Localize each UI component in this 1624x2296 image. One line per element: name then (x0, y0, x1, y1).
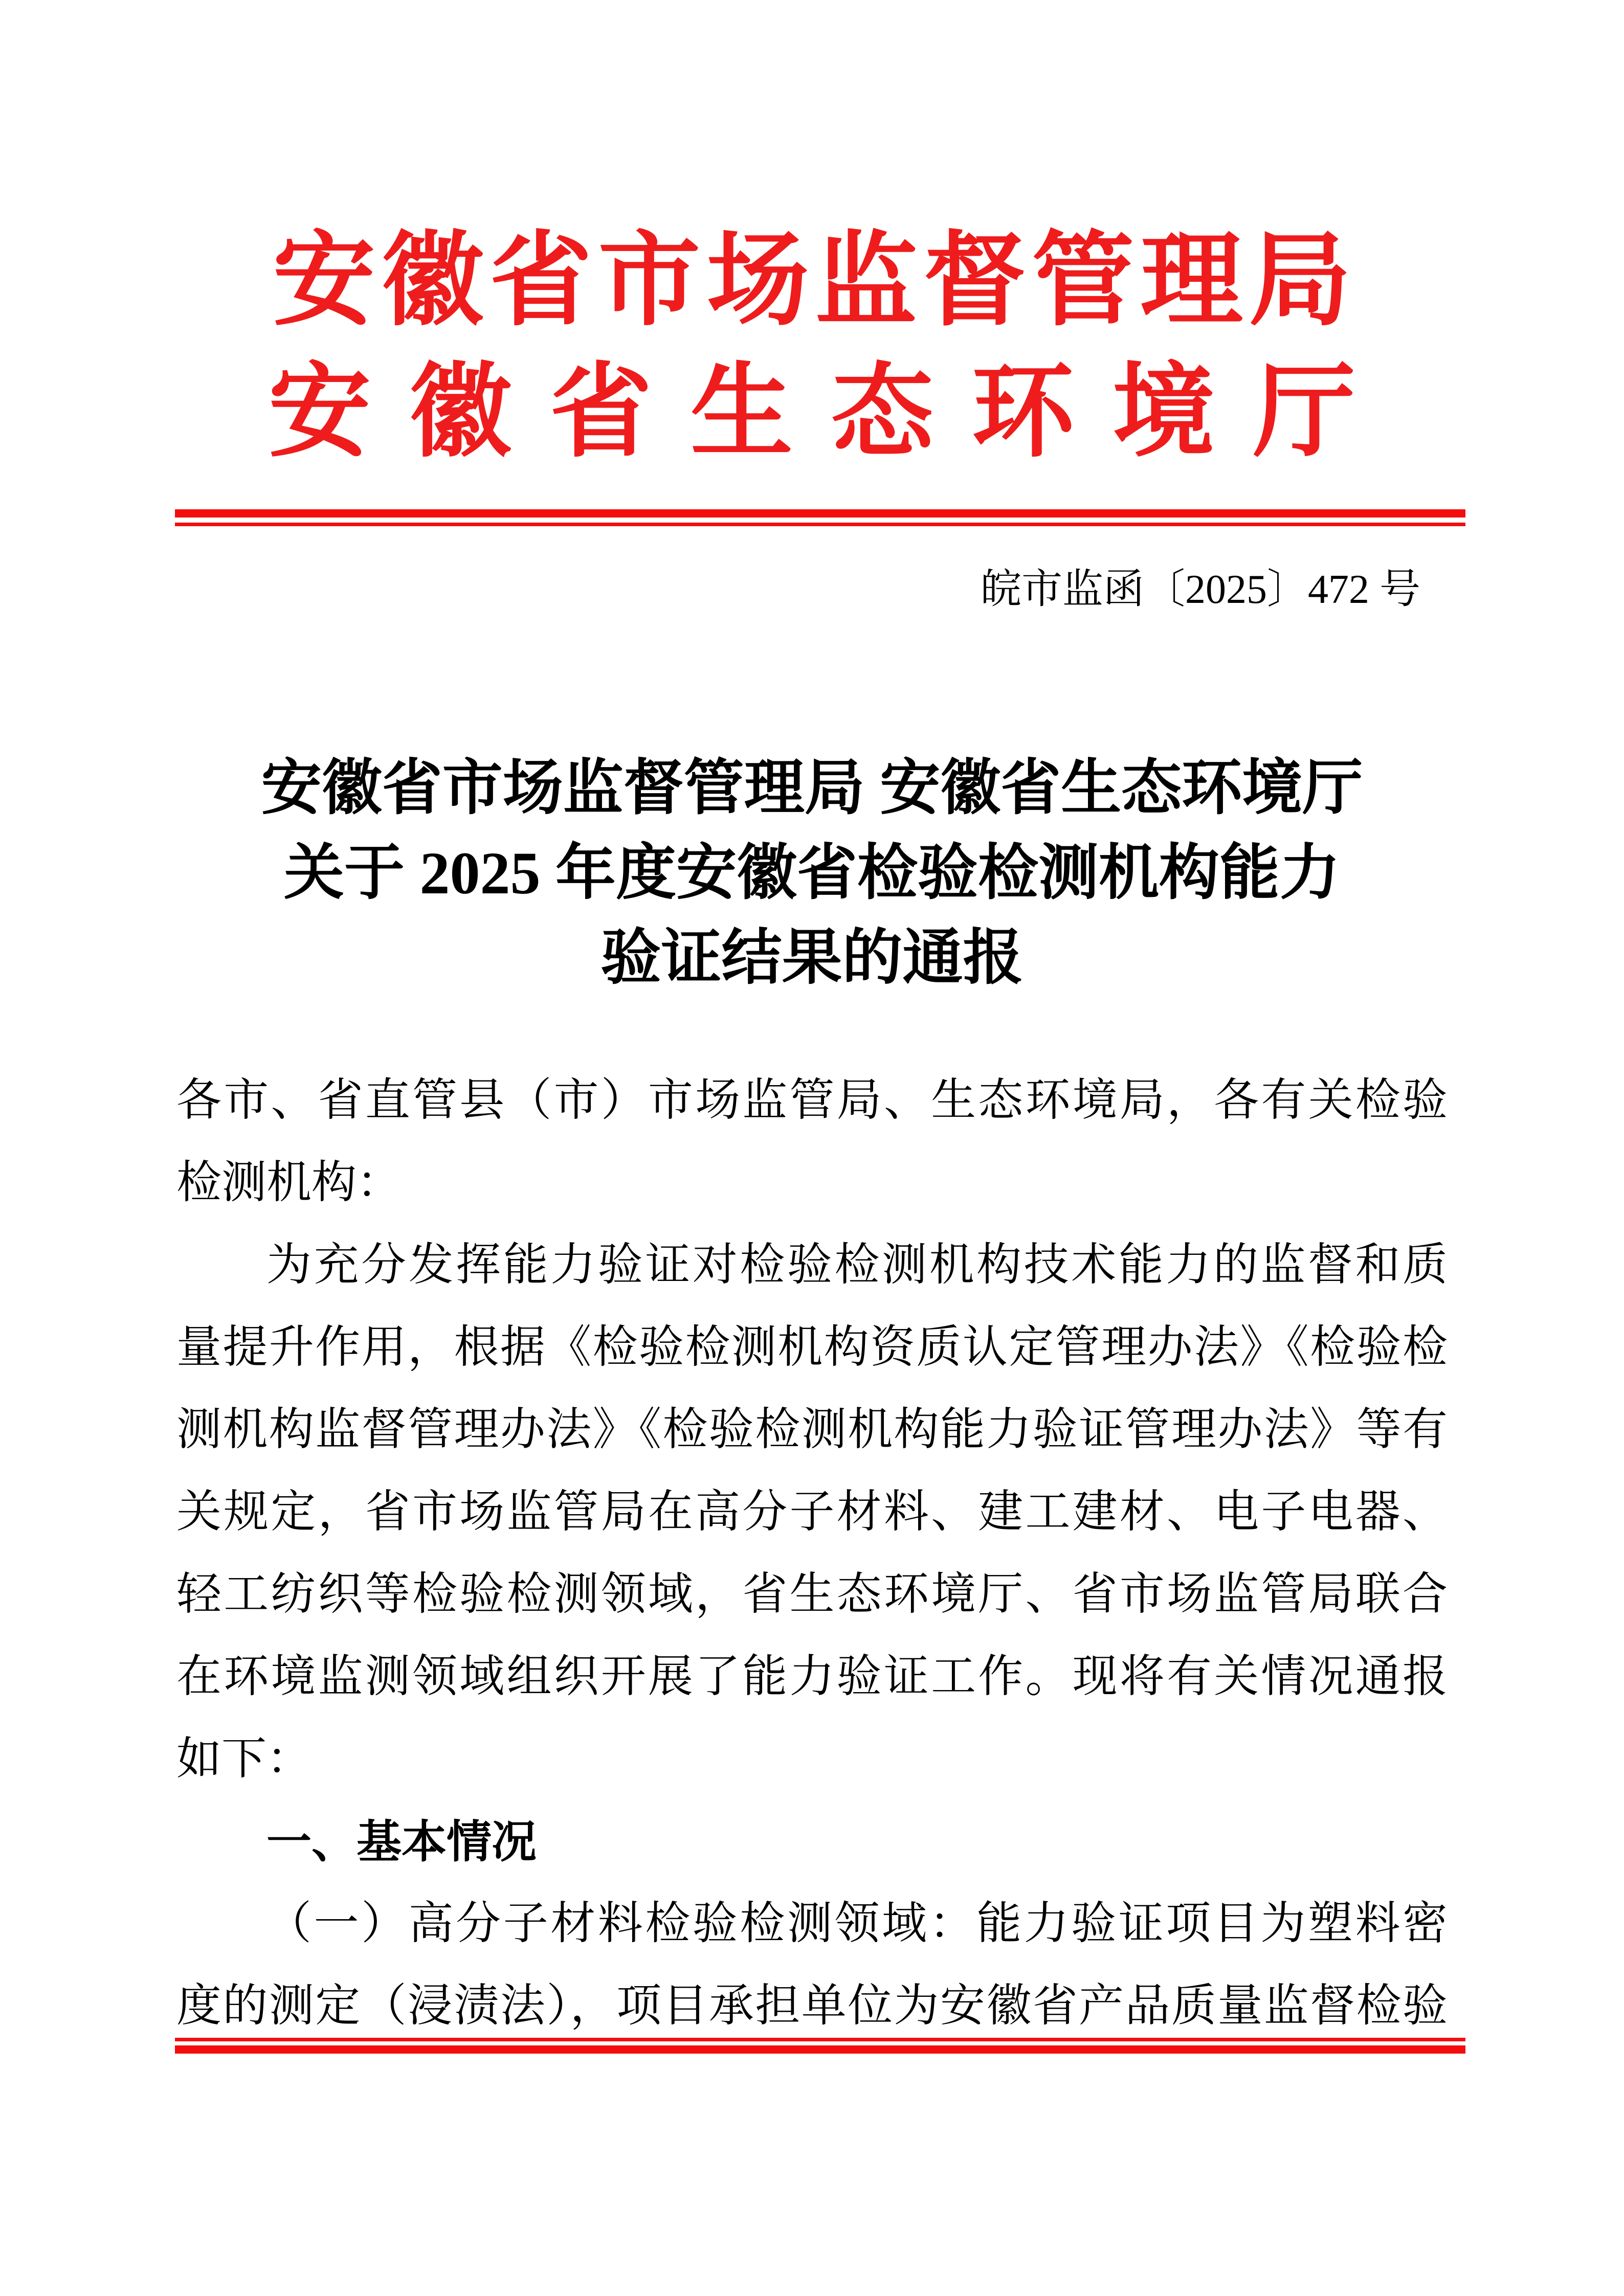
section-heading: 一、基本情况 (266, 1816, 537, 1867)
document-title (0, 746, 1624, 1001)
bottom-separator-gap (175, 2041, 1465, 2045)
top-separator-thick-line (175, 509, 1465, 517)
letterhead-org-1 (0, 225, 1624, 338)
top-separator (175, 509, 1465, 526)
salutation-line-1: 各市、省直管县（市）市场监管局、生态环境局，各有关检验 (176, 1076, 1448, 1126)
document-body (176, 1060, 1448, 2047)
bottom-separator-thick-line (175, 2045, 1465, 2054)
paragraph-line: （一）高分子材料检验检测领域：能力验证项目为塑料密 (266, 1899, 1448, 1949)
title-line-3: 验证结果的通报 (600, 925, 1024, 992)
document-number: 皖市监函〔2025〕472 号 (981, 567, 1420, 612)
paragraph-line: 轻工纺织等检验检测领域，省生态环境厅、省市场监管局联合 (176, 1570, 1448, 1619)
top-separator-gap (175, 517, 1465, 523)
letterhead-org-2 (0, 356, 1624, 469)
paragraph-line: 关规定，省市场监管局在高分子材料、建工建材、电子电器、 (176, 1488, 1448, 1537)
paragraph-line: 量提升作用，根据《检验检测机构资质认定管理办法》《检验检 (176, 1323, 1448, 1372)
title-line-2: 关于 2025 年度安徽省检验检测机构能力 (283, 840, 1340, 907)
letterhead (0, 0, 1624, 469)
paragraph-line: 测机构监督管理办法》《检验检测机构能力验证管理办法》等有 (176, 1405, 1448, 1455)
letterhead-org-2-text: 安徽省生态环境厅 (268, 356, 1394, 469)
title-line-1: 安徽省市场监督管理局 安徽省生态环境厅 (261, 755, 1363, 822)
paragraph-line: 为充分发挥能力验证对检验检测机构技术能力的监督和质 (266, 1241, 1448, 1290)
paragraph-line: 在环境监测领域组织开展了能力验证工作。现将有关情况通报 (176, 1652, 1448, 1702)
top-separator-thin-line (175, 523, 1465, 526)
paragraph-line: 度的测定（浸渍法），项目承担单位为安徽省产品质量监督检验 (176, 1982, 1448, 2031)
salutation-line-2: 检测机构： (176, 1158, 402, 1208)
bottom-separator (175, 2038, 1465, 2054)
letterhead-org-1-text: 安徽省市场监督管理局 (273, 225, 1358, 338)
bottom-separator-thin-line (175, 2038, 1465, 2041)
paragraph-line: 如下： (176, 1735, 312, 1784)
